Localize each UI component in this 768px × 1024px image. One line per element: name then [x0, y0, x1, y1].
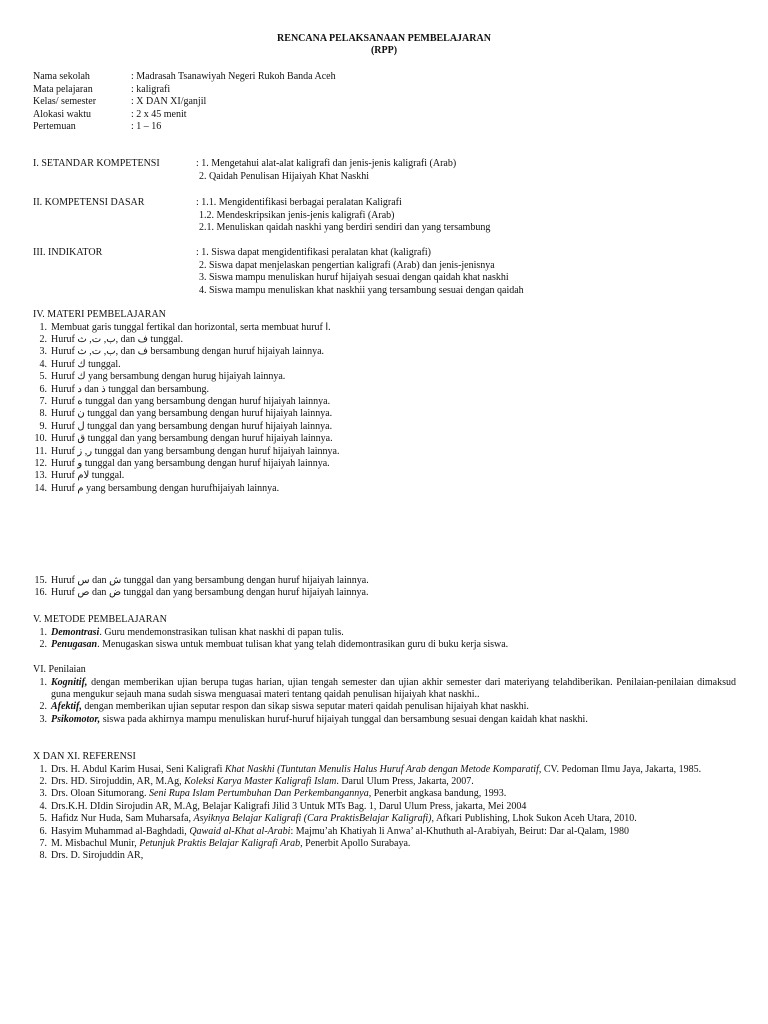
list-item	[33, 788, 736, 800]
ref-author: Drs. D. Sirojuddin AR,	[51, 850, 144, 862]
ref-author: Hasyim Muhammad al-Baghdadi,	[51, 825, 190, 837]
ref-title: Petunjuk Praktis Belajar Kaligrafi Arab,	[139, 837, 303, 849]
item-text: . Menugaskan siswa untuk membuat tulisan khat yang telah didemontrasikan guru di buku kerja siswa.	[97, 638, 509, 650]
item-term: Afektif,	[51, 701, 82, 713]
section-heading-indikator: III. INDIKATOR	[33, 247, 103, 258]
section-heading-penilaian: VI. Penilaian	[33, 664, 86, 675]
item-text: Membuat garis tunggal fertikal dan horizontal, serta membuat huruf ا.	[51, 321, 331, 333]
list-item	[33, 346, 733, 358]
list-item	[33, 850, 736, 862]
penilaian-list	[33, 677, 736, 727]
kd-line: 1.2. Mendeskripsikan jenis-jenis kaligrafi (Arab)	[199, 209, 395, 221]
list-item	[33, 446, 733, 458]
indikator-line: 4. Siswa mampu menuliskan khat naskhii yang tersambung sesuai dengan qaidah	[199, 284, 524, 296]
ref-publisher: : Majmu’ah Khatiyah li Anwa’ al-Khuthuth al-Arabiyah, Beirut: Dar al-Qalam, 1980	[290, 825, 630, 837]
item-number: 10.	[34, 433, 47, 445]
ref-author: Hafidz Nur Huda, Sam Muharsafa,	[51, 813, 194, 825]
section-heading-kd: II. KOMPETENSI DASAR	[33, 197, 145, 208]
list-item	[33, 701, 736, 713]
item-number: 13.	[34, 470, 47, 482]
item-text: Huruf م yang bersambung dengan hurufhijaiyah lainnya.	[51, 482, 280, 494]
ref-title: Seni Rupa Islam Pertumbuhan Dan Perkembangannya	[149, 788, 369, 800]
ref-title: Koleksi Karya Master Kaligrafi Islam	[184, 775, 337, 787]
ref-publisher: , Penerbit angkasa bandung, 1993.	[368, 788, 507, 800]
item-term: Kognitif,	[51, 676, 88, 688]
identity-label: Pertemuan	[33, 121, 76, 132]
document-subtitle: (RPP)	[370, 45, 398, 56]
section-heading-sk: I. SETANDAR KOMPETENSI	[33, 158, 160, 169]
identity-label: Alokasi waktu	[33, 108, 92, 120]
ref-publisher: , CV. Pedoman Ilmu Jaya, Jakarta, 1985.	[538, 763, 702, 775]
ref-title: Khat Naskhi (Tuntutan Menulis Halus Huruf Arab dengan Metode Komparatif	[224, 763, 539, 775]
ref-author: Drs. Oloan Situmorang.	[51, 788, 150, 800]
item-number: 8.	[39, 850, 47, 862]
item-text: Huruf ب, ت, ث, dan ف tunggal.	[51, 333, 183, 345]
list-item	[33, 639, 733, 651]
list-item	[33, 483, 733, 495]
item-text: Huruf ن tunggal dan yang bersambung dengan huruf hijaiyah lainnya.	[51, 408, 333, 420]
sk-line: : 1. Mengetahui alat-alat kaligrafi dan jenis-jenis kaligrafi (Arab)	[196, 158, 457, 169]
item-number: 2.	[39, 775, 47, 787]
ref-author: Drs. H. Abdul Karim Husai, Seni Kaligrafi	[51, 763, 225, 775]
item-number: 2.	[39, 333, 47, 345]
item-text: siswa pada akhirnya mampu menuliskan huruf-huruf hijaiyah tunggal dan bersambung sesuai dengan kaidah khat naskhi.	[100, 713, 588, 725]
item-text: dengan memberikan ujian seputar respon dan sikap siswa seputar materi qaidah penulisan hijaiyah khat naskhi.	[81, 701, 529, 713]
item-number: 5.	[39, 813, 47, 825]
item-number: 3.	[39, 788, 47, 800]
list-item	[33, 458, 733, 470]
item-number: 7.	[39, 395, 47, 407]
item-text: Huruf ر, ز tunggal dan yang bersambung dengan huruf hijaiyah lainnya.	[51, 445, 340, 457]
item-number: 1.	[39, 676, 47, 688]
item-text: Huruf د dan ذ tunggal dan bersambung.	[51, 383, 210, 395]
sk-line: 2. Qaidah Penulisan Hijaiyah Khat Naskhi	[199, 171, 369, 182]
list-item	[33, 801, 736, 813]
item-text: Huruf ب, ت, ث, dan ف bersambung dengan huruf hijaiyah lainnya.	[51, 346, 325, 358]
identity-label: Kelas/ semester	[33, 96, 97, 107]
ref-author: Drs. HD. Sirojuddin, AR, M.Ag,	[51, 775, 185, 787]
item-number: 4.	[39, 800, 47, 812]
item-number: 1.	[39, 626, 47, 638]
metode-list	[33, 627, 733, 652]
list-item	[33, 384, 733, 396]
list-item	[33, 334, 733, 346]
list-item	[33, 627, 733, 639]
item-number: 6.	[39, 383, 47, 395]
document-title: RENCANA PELAKSANAAN PEMBELAJARAN	[277, 33, 491, 44]
identity-value: : kaligrafi	[131, 83, 171, 95]
item-number: 2.	[39, 638, 47, 650]
item-number: 3.	[39, 713, 47, 725]
item-number: 15.	[34, 575, 47, 586]
item-text: Huruf و tunggal dan yang bersambung dengan huruf hijaiyah lainnya.	[51, 457, 330, 469]
item-number: 12.	[34, 457, 47, 469]
item-number: 1.	[39, 321, 47, 333]
indikator-line: 3. Siswa mampu menuliskan huruf hijaiyah sesuai dengan qaidah khat naskhi	[199, 272, 509, 283]
list-item	[33, 322, 733, 334]
item-number: 4.	[39, 358, 47, 370]
item-number: 5.	[39, 371, 47, 383]
identity-label: Mata pelajaran	[33, 83, 93, 95]
indikator-line: : 1. Siswa dapat mengidentifikasi peralatan khat (kaligrafi)	[196, 247, 431, 258]
item-text: Huruf س dan ش tunggal dan yang bersambung dengan huruf hijaiyah lainnya.	[51, 575, 369, 586]
list-item	[33, 714, 736, 726]
materi-list	[33, 322, 733, 496]
item-number: 11.	[34, 445, 47, 457]
list-item	[33, 575, 733, 587]
list-item	[33, 677, 736, 702]
item-number: 16.	[34, 587, 47, 599]
item-number: 9.	[39, 420, 47, 432]
list-item	[33, 587, 733, 599]
item-text: Huruf ق tunggal dan yang bersambung dengan huruf hijaiyah lainnya.	[51, 433, 333, 445]
section-heading-referensi: X DAN XI. REFERENSI	[33, 751, 136, 762]
list-item	[33, 826, 736, 838]
ref-author: M. Misbachul Munir,	[51, 837, 140, 849]
ref-publisher: Penerbit Apollo Surabaya.	[302, 837, 411, 849]
kd-line: 2.1. Menuliskan qaidah naskhi yang berdiri sendiri dan yang tersambung	[199, 222, 491, 233]
item-term: Psikomotor,	[51, 713, 101, 725]
section-heading-materi: IV. MATERI PEMBELAJARAN	[33, 309, 166, 320]
section-heading-metode: V. METODE PEMBELAJARAN	[33, 614, 167, 625]
item-text: . Guru mendemonstrasikan tulisan khat naskhi di papan tulis.	[99, 626, 344, 638]
identity-value: : Madrasah Tsanawiyah Negeri Rukoh Banda Aceh	[131, 71, 336, 82]
ref-author: Drs.K.H. DIdin Sirojudin AR, M.Ag, Belajar Kaligrafi Jilid 3 Untuk MTs Bag. 1, Darul Ulum Press, jakarta, Mei 2004	[51, 800, 527, 812]
identity-value: : 2 x 45 menit	[131, 108, 187, 120]
item-text: dengan memberikan ujian berupa tugas harian, ujian tengah semester dan ujian akhir semester dari materiyang telahdiberikan. Penilaian-penilaian dimaksud guna mengukur sejauh mana sudah siswa menguasai materi tentang qaidah penulisan hijaiyah khat naskhi..	[51, 676, 736, 700]
list-item	[33, 359, 733, 371]
referensi-list	[33, 764, 736, 863]
list-item	[33, 470, 733, 482]
identity-label: Nama sekolah	[33, 71, 90, 82]
list-item	[33, 421, 733, 433]
item-text: Huruf ه tunggal dan yang bersambung dengan huruf hijaiyah lainnya.	[51, 395, 331, 407]
list-item	[33, 813, 736, 825]
ref-publisher: Afkari Publishing, Lhok Sukon Aceh Utara, 2010.	[434, 813, 637, 825]
ref-title: Asyiknya Belajar Kaligrafi (Cara PraktisBelajar Kaligrafi),	[193, 813, 435, 825]
item-number: 3.	[39, 346, 47, 358]
item-text: Huruf ل tunggal dan yang bersambung dengan huruf hijaiyah lainnya.	[51, 420, 333, 432]
item-text: Huruf ك tunggal.	[51, 358, 121, 370]
list-item	[33, 764, 736, 776]
item-text: Huruf ص dan ض tunggal dan yang bersambung dengan huruf hijaiyah lainnya.	[51, 587, 369, 599]
ref-publisher: . Darul Ulum Press, Jakarta, 2007.	[336, 775, 474, 787]
indikator-line: 2. Siswa dapat menjelaskan pengertian kaligrafi (Arab) dan jenis-jenisnya	[199, 259, 495, 271]
item-text: Huruf ك yang bersambung dengan hurug hijaiyah lainnya.	[51, 371, 286, 383]
item-number: 1.	[39, 763, 47, 775]
kd-line: : 1.1. Mengidentifikasi berbagai peralatan Kaligrafi	[196, 197, 402, 208]
ref-title: Qawaid al-Khat al-Arabi	[189, 825, 291, 837]
list-item	[33, 776, 736, 788]
list-item	[33, 433, 733, 445]
item-number: 14.	[34, 482, 47, 494]
item-number: 7.	[39, 837, 47, 849]
list-item	[33, 838, 736, 850]
identity-value: : X DAN XI/ganjil	[131, 96, 207, 107]
item-term: Demontrasi	[51, 626, 100, 638]
item-text: Huruf لام tunggal.	[51, 470, 125, 482]
item-number: 6.	[39, 825, 47, 837]
item-number: 2.	[39, 701, 47, 713]
list-item	[33, 396, 733, 408]
identity-value: : 1 – 16	[131, 121, 162, 132]
materi-list-continued	[33, 575, 733, 600]
item-term: Penugasan	[51, 638, 98, 650]
list-item	[33, 371, 733, 383]
list-item	[33, 408, 733, 420]
item-number: 8.	[39, 408, 47, 420]
